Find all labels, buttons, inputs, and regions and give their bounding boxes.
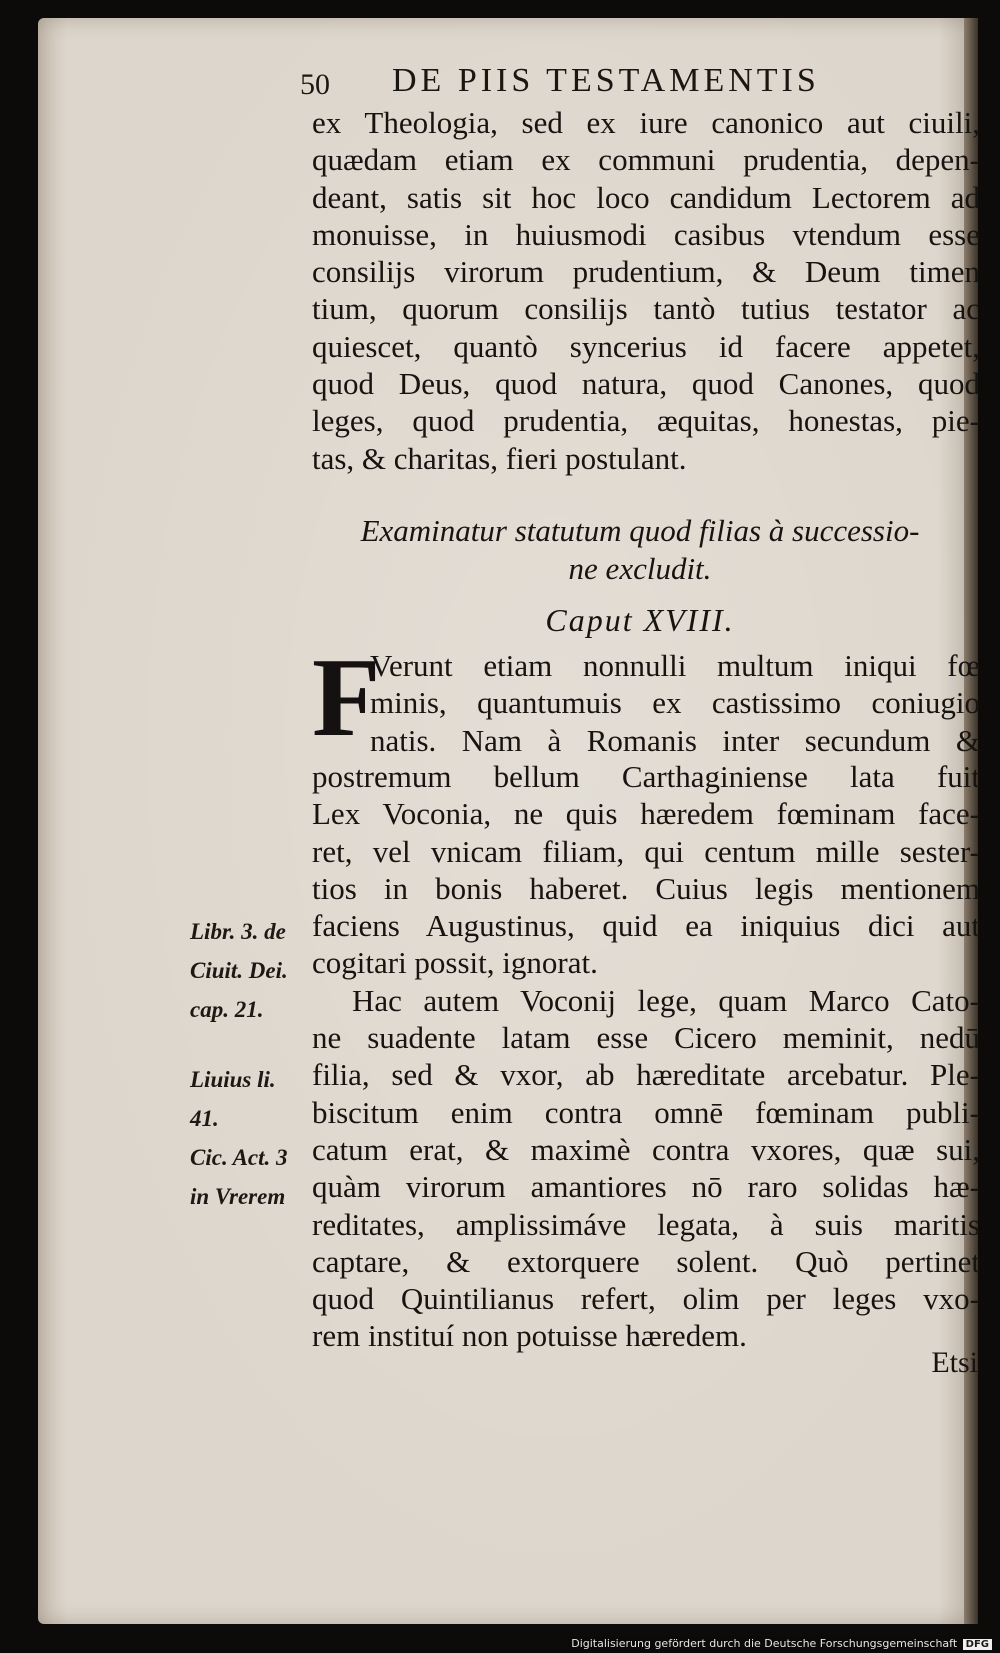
- running-title: DE PIIS TESTAMENTIS: [392, 62, 820, 99]
- paragraph-2-dropcap-lines: [370, 647, 980, 759]
- digitization-credit-text: Digitalisierung gefördert durch die Deutsche Forschungsgemeinschaft: [571, 1637, 958, 1650]
- marginal-note-livy-cicero: [190, 1060, 312, 1216]
- chapter-title-line-2: ne excludit.: [568, 551, 712, 586]
- text-line: catum erat, & maximè contra vxores, quæ sui,: [312, 1131, 980, 1167]
- marginal-note-line: Cic. Act. 3: [190, 1145, 288, 1170]
- text-line: ne suadente latam esse Cicero meminit, nedū: [312, 1020, 980, 1056]
- text-line: postremum bellum Carthaginiense lata fuit: [312, 759, 980, 794]
- text-line: Verunt etiam nonnulli multum iniqui fœ: [370, 648, 980, 683]
- catchword: Etsi: [931, 1346, 978, 1379]
- text-line: leges, quod prudentia, æquitas, honestas, pie-: [312, 403, 980, 439]
- chapter-number: Caput XVIII.: [545, 602, 735, 638]
- marginal-note-line: Liuius li.: [190, 1067, 276, 1092]
- text-line: ex Theologia, sed ex iure canonico aut ciuili,: [312, 105, 980, 140]
- text-line: reditates, amplissimáve legata, à suis maritis: [312, 1206, 980, 1242]
- text-line: rem instituí non potuisse hæredem.: [312, 1318, 747, 1354]
- marginal-note-line: cap. 21.: [190, 997, 264, 1022]
- text-line: quàm virorum amantiores nō raro solidas hæ-: [312, 1169, 980, 1205]
- text-line: faciens Augustinus, quid ea iniquius dici aut: [312, 908, 980, 944]
- digitization-credit: [567, 1636, 996, 1651]
- text-line: monuisse, in huiusmodi casibus vtendum esse: [312, 216, 980, 252]
- paragraph-1: [312, 104, 980, 477]
- text-line: quod Deus, quod natura, quod Canones, quod: [312, 366, 980, 402]
- marginal-note-augustine: [190, 912, 312, 1029]
- running-head: [300, 62, 920, 106]
- marginal-note-line: 41.: [190, 1106, 219, 1131]
- text-line: consilijs virorum prudentium, & Deum timen: [312, 254, 980, 290]
- marginal-note-line: in Vrerem: [190, 1184, 286, 1209]
- marginal-note-line: Ciuit. Dei.: [190, 958, 288, 983]
- text-line: Lex Voconia, ne quis hæredem fœminam face-: [312, 796, 980, 832]
- text-line: Hac autem Voconij lege, quam Marco Cato-: [352, 982, 980, 1018]
- drop-capital: F: [312, 636, 381, 760]
- marginal-note-line: Libr. 3. de: [190, 919, 286, 944]
- text-line: cogitari possit, ignorat.: [312, 945, 598, 981]
- text-line: deant, satis sit hoc loco candidum Lectorem ad: [312, 179, 980, 215]
- chapter-title: [300, 512, 980, 588]
- text-line: natis. Nam à Romanis inter secundum &: [370, 722, 980, 758]
- page-number: 50: [300, 68, 330, 101]
- text-line: ret, vel vnicam filiam, qui centum mille sester-: [312, 833, 980, 869]
- text-line: filia, sed & vxor, ab hæreditate arcebatur. Ple-: [312, 1057, 980, 1093]
- text-line: captare, & extorquere solent. Quò pertinet: [312, 1243, 980, 1279]
- text-line: tios in bonis haberet. Cuius legis mentionem: [312, 870, 980, 906]
- text-line: quiescet, quantò syncerius id facere appetet,: [312, 328, 980, 364]
- paragraph-2: [312, 758, 980, 1355]
- text-line: minis, quantumuis ex castissimo coniugio: [370, 685, 980, 721]
- text-line: quod Quintilianus refert, olim per leges vxo-: [312, 1281, 980, 1317]
- text-line: tas, & charitas, fieri postulant.: [312, 440, 687, 476]
- text-line: biscitum enim contra omnē fœminam publi-: [312, 1094, 980, 1130]
- text-line: tium, quorum consilijs tantò tutius testator ac: [312, 291, 980, 327]
- text-line: quædam etiam ex communi prudentia, depen-: [312, 142, 980, 178]
- chapter-title-line-1: Examinatur statutum quod filias à successio-: [360, 513, 920, 548]
- dfg-logo: DFG: [963, 1639, 992, 1650]
